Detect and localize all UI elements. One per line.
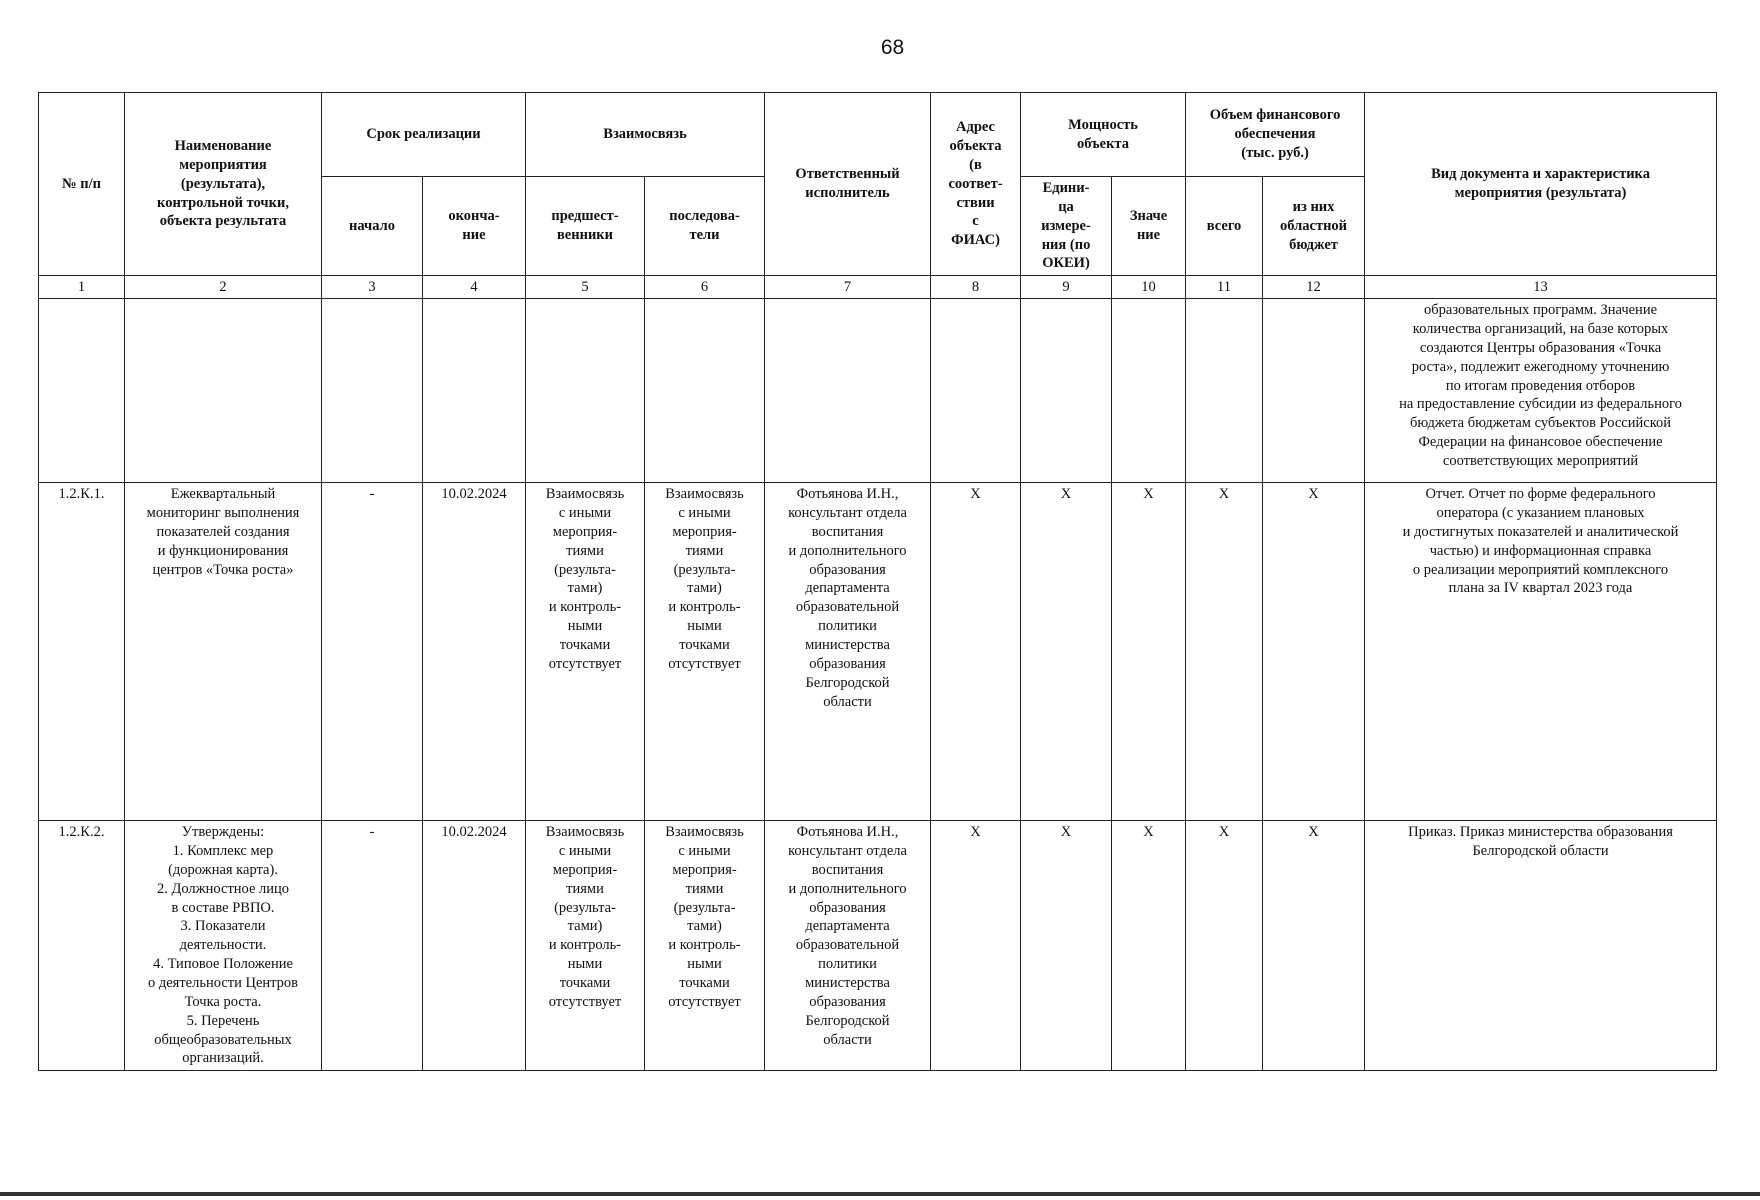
cell-value: X <box>1112 483 1186 821</box>
cell-regional: X <box>1263 821 1365 1071</box>
cell-address <box>931 299 1021 483</box>
column-number: 11 <box>1186 276 1263 299</box>
header-responsible: Ответственный исполнитель <box>765 93 931 276</box>
header-doc: Вид документа и характеристика мероприятия (результата) <box>1365 93 1717 276</box>
cell-prev: Взаимосвязь с иными мероприя- тиями (результа- тами) и контроль- ными точками отсутствует <box>526 821 645 1071</box>
header-num: № п/п <box>39 93 125 276</box>
cell-regional <box>1263 299 1365 483</box>
page-number: 68 <box>880 36 905 59</box>
column-number: 5 <box>526 276 645 299</box>
column-number: 2 <box>125 276 322 299</box>
column-number: 1 <box>39 276 125 299</box>
cell-next: Взаимосвязь с иными мероприя- тиями (результа- тами) и контроль- ными точками отсутствует <box>645 483 765 821</box>
cell-num: 1.2.К.2. <box>39 821 125 1071</box>
header-capacity: Мощность объекта <box>1021 93 1186 177</box>
cell-doc: образовательных программ. Значение количества организаций, на базе которых создаются Центры образования «Точка роста», подлежит ежегодному уточнению по итогам проведения отборов на предоставление субсидии из федерального бюджета бюджетам субъектов Российской Федерации на финансовое обеспечение соответствующих мероприятий <box>1365 299 1717 483</box>
plan-table <box>38 92 1717 1071</box>
header-unit: Едини- ца измере- ния (по ОКЕИ) <box>1021 177 1112 276</box>
scan-edge-bar <box>0 1192 1760 1196</box>
column-number: 6 <box>645 276 765 299</box>
cell-prev <box>526 299 645 483</box>
cell-address: X <box>931 821 1021 1071</box>
cell-next <box>645 299 765 483</box>
header-total: всего <box>1186 177 1263 276</box>
cell-responsible: Фотьянова И.Н., консультант отдела воспитания и дополнительного образования департамента образовательной политики министерства образования Белгородской области <box>765 821 931 1071</box>
table-row <box>39 821 1717 1071</box>
column-number: 12 <box>1263 276 1365 299</box>
cell-start <box>322 299 423 483</box>
header-term-end: оконча- ние <box>423 177 526 276</box>
cell-value <box>1112 299 1186 483</box>
cell-num <box>39 299 125 483</box>
cell-total <box>1186 299 1263 483</box>
cell-value: X <box>1112 821 1186 1071</box>
table-row <box>39 299 1717 483</box>
column-number: 8 <box>931 276 1021 299</box>
column-number: 7 <box>765 276 931 299</box>
cell-start: - <box>322 821 423 1071</box>
cell-responsible: Фотьянова И.Н., консультант отдела воспитания и дополнительного образования департамента образовательной политики министерства образования Белгородской области <box>765 483 931 821</box>
header-address: Адрес объекта (в соответ- ствии с ФИАС) <box>931 93 1021 276</box>
cell-end: 10.02.2024 <box>423 821 526 1071</box>
header-term: Срок реализации <box>322 93 526 177</box>
cell-name: Ежеквартальный мониторинг выполнения показателей создания и функционирования центров «Точка роста» <box>125 483 322 821</box>
column-number: 10 <box>1112 276 1186 299</box>
header-term-start: начало <box>322 177 423 276</box>
cell-doc: Приказ. Приказ министерства образования Белгородской области <box>1365 821 1717 1071</box>
column-number: 9 <box>1021 276 1112 299</box>
column-number: 4 <box>423 276 526 299</box>
header-link-prev: предшест- венники <box>526 177 645 276</box>
cell-responsible <box>765 299 931 483</box>
column-number: 3 <box>322 276 423 299</box>
cell-unit: X <box>1021 483 1112 821</box>
cell-start: - <box>322 483 423 821</box>
cell-regional: X <box>1263 483 1365 821</box>
cell-total: X <box>1186 483 1263 821</box>
header-name: Наименование мероприятия (результата), контрольной точки, объекта результата <box>125 93 322 276</box>
cell-prev: Взаимосвязь с иными мероприя- тиями (результа- тами) и контроль- ными точками отсутствует <box>526 483 645 821</box>
cell-unit <box>1021 299 1112 483</box>
column-number-row <box>39 276 1717 299</box>
cell-next: Взаимосвязь с иными мероприя- тиями (результа- тами) и контроль- ными точками отсутствует <box>645 821 765 1071</box>
header-link: Взаимосвязь <box>526 93 765 177</box>
cell-address: X <box>931 483 1021 821</box>
cell-name: Утверждены: 1. Комплекс мер (дорожная карта). 2. Должностное лицо в составе РВПО. 3. Показатели деятельности. 4. Типовое Положение о деятельности Центров Точка роста. 5. Перечень общеобразовательных организаций. <box>125 821 322 1071</box>
cell-doc: Отчет. Отчет по форме федерального оператора (с указанием плановых и достигнутых показателей и аналитической частью) и информационная справка о реализации мероприятий комплексного плана за IV квартал 2023 года <box>1365 483 1717 821</box>
header-finance: Объем финансового обеспечения (тыс. руб.) <box>1186 93 1365 177</box>
cell-total: X <box>1186 821 1263 1071</box>
cell-unit: X <box>1021 821 1112 1071</box>
table-row <box>39 483 1717 821</box>
cell-num: 1.2.К.1. <box>39 483 125 821</box>
header-value: Значе ние <box>1112 177 1186 276</box>
header-regional: из них областной бюджет <box>1263 177 1365 276</box>
cell-name <box>125 299 322 483</box>
column-number: 13 <box>1365 276 1717 299</box>
header-link-next: последова- тели <box>645 177 765 276</box>
cell-end: 10.02.2024 <box>423 483 526 821</box>
cell-end <box>423 299 526 483</box>
